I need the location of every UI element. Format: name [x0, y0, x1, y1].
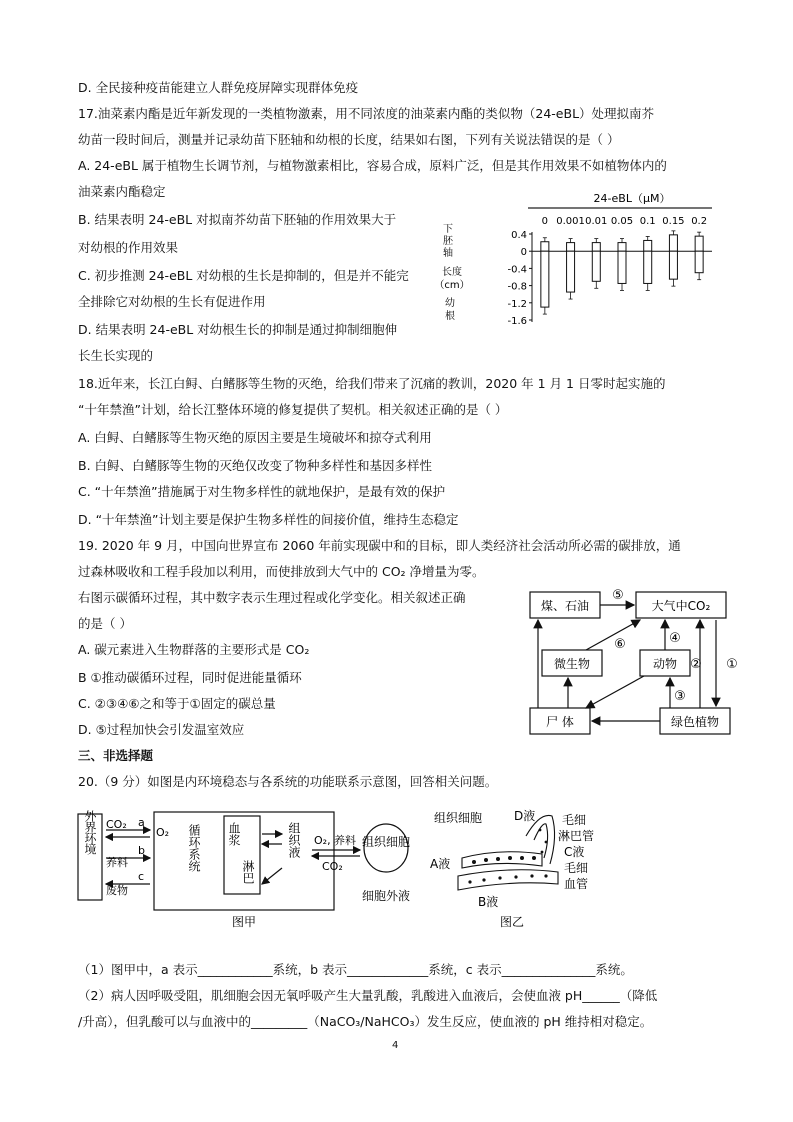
- ecf-label: 细胞外液: [361, 889, 411, 903]
- root-bar: [541, 251, 549, 307]
- plant-label: 绿色植物: [670, 715, 720, 729]
- tissue-cell-label: 组织细胞: [361, 835, 411, 849]
- hypocotyl-bar: [541, 242, 549, 251]
- process-2: ②: [690, 657, 702, 672]
- hypocotyl-bar: [669, 235, 677, 251]
- chart-y-tick-label: -0.8: [507, 281, 527, 293]
- q17-stem-line2: 幼苗一段时间后，测量并记录幼苗下胚轴和幼根的长度，结果如右图，下列有关说法错误的是（ ）: [78, 132, 620, 147]
- q17-option-c-line1: C. 初步推测 24-eBL 对幼根的生长是抑制的，但是并不能完: [78, 268, 409, 283]
- q18-stem-line2: “十年禁渔”计划，给长江整体环境的修复提供了契机。相关叙述正确的是（ ）: [78, 402, 508, 417]
- q19-option-b: B ①推动碳循环过程，同时促进能量循环: [78, 670, 302, 685]
- figure-b-caption: 图乙: [500, 915, 525, 929]
- chart-y-tick-label: 0: [520, 247, 527, 259]
- chart-x-tick-label: 0.01: [585, 216, 608, 227]
- chart-x-tick-label: 0.15: [662, 216, 685, 227]
- microbe-label: 微生物: [553, 657, 591, 671]
- q19-stem-line1: 19. 2020 年 9 月，中国向世界宣布 2060 年前实现碳中和的目标，即人类经济社会活动所必需的碳排放，通: [78, 538, 681, 553]
- carbon-cycle-diagram: [520, 584, 750, 740]
- nutrient-label: 养料: [106, 856, 128, 869]
- q17-option-a-line2: 油菜素内酯稳定: [78, 184, 166, 199]
- blood-capillary-label-2: 血管: [564, 877, 589, 891]
- q19-option-a: A. 碳元素进入生物群落的主要形式是 CO₂: [78, 642, 310, 657]
- hypocotyl-bar: [695, 236, 703, 251]
- root-bar: [567, 251, 575, 292]
- section-three-title: 三、非选择题: [78, 748, 154, 763]
- plasma-label: 血浆: [227, 822, 241, 846]
- q17-option-a-line1: A. 24-eBL 属于植物生长调节剂，与植物激素相比，容易合成，原料广泛，但是其作用效果不如植物体内的: [78, 158, 667, 173]
- q19-stem-line2: 过森林吸收和工程手段加以利用，而使排放到大气中的 CO₂ 净增量为零。: [78, 564, 485, 579]
- chart-y-tick-label: 0.4: [511, 230, 527, 241]
- process-3: ③: [674, 689, 686, 704]
- q17-stem-line1: 17.油菜素内酯是近年新发现的一类植物激素，用不同浓度的油菜素内酯的类似物（24-eBL）处理拟南芥: [78, 106, 655, 121]
- q18-option-c: C. “十年禁渔”措施属于对生物多样性的就地保护，是最有效的保护: [78, 484, 446, 499]
- chart-ylabel-1: 长度: [442, 267, 462, 278]
- q20-sub2-line2: /升高），但乳酸可以与血液中的_________（NaCO₃/NaHCO₃）发生反应，使血液的 pH 维持相对稳定。: [78, 1014, 653, 1029]
- liquid-c-label: C液: [564, 845, 585, 859]
- liquid-d-label: D液: [514, 809, 536, 823]
- q18-option-b: B. 白鲟、白鳍豚等生物的灭绝仅改变了物种多样性和基因多样性: [78, 458, 433, 473]
- arrow-a-label: a: [138, 816, 145, 829]
- chart-y-tick-label: -1.2: [507, 298, 527, 310]
- co2-label: 大气中CO₂: [651, 599, 711, 613]
- root-label: 幼根: [445, 298, 455, 322]
- q17-option-c-line2: 全排除它对幼根的生长有促进作用: [78, 294, 266, 309]
- cell-layer: [462, 852, 542, 868]
- q19-option-c: C. ②③④⑥之和等于①固定的碳总量: [78, 696, 276, 711]
- chart-ylabel-2: （cm）: [434, 280, 470, 291]
- animal-label: 动物: [652, 657, 678, 671]
- q20-sub1: （1）图甲中，a 表示____________系统，b 表示_____________系统，c 表示_______________系统。: [78, 962, 633, 977]
- figure-a-diagram: [76, 806, 424, 930]
- process-1: ①: [726, 657, 738, 672]
- q20-sub2-line1: （2）病人因呼吸受阻，肌细胞会因无氧呼吸产生大量乳酸，乳酸进入血液后，会使血液 pH______（降低: [78, 988, 658, 1003]
- process-5: ⑤: [612, 588, 624, 603]
- co2-out-label: CO₂: [322, 860, 343, 873]
- blood-capillary-label-1: 毛细: [564, 861, 589, 875]
- process-4: ④: [669, 631, 681, 646]
- root-bar: [644, 251, 652, 283]
- hypocotyl-bar: [567, 243, 575, 252]
- figure-a-caption: 图甲: [231, 915, 257, 929]
- chart-x-tick-label: 0.1: [639, 216, 656, 227]
- corpse-label: 尸 体: [546, 715, 574, 729]
- waste-label: 废物: [106, 884, 128, 897]
- q19-stem-line4: 的是（ ）: [78, 616, 132, 631]
- blood-capillary-wall: [458, 870, 558, 890]
- figure-b-diagram: [430, 806, 606, 930]
- q17-option-b-line1: B. 结果表明 24-eBL 对拟南芥幼苗下胚轴的作用效果大于: [78, 212, 397, 227]
- q17-option-d-line2: 长生长实现的: [78, 348, 154, 363]
- q18-option-d: D. “十年禁渔”计划主要是保护生物多样性的间接价值，维持生态稳定: [78, 512, 459, 527]
- circulation-system-label: 循环系统: [187, 824, 201, 872]
- liquid-b-label: B液: [478, 895, 499, 909]
- q18-stem-line1: 18.近年来，长江白鲟、白鳍豚等生物的灭绝，给我们带来了沉痛的教训，2020 年 1 月 1 日零时起实施的: [78, 376, 666, 391]
- root-bar: [695, 251, 703, 273]
- hypocotyl-bar: [592, 243, 600, 252]
- root-bar: [592, 251, 600, 281]
- arrow-c-label: c: [138, 870, 145, 883]
- chart-x-tick-label: 0.2: [691, 216, 708, 227]
- chart-x-tick-label: 0.05: [610, 216, 634, 227]
- hypocotyl-label: 下胚轴: [443, 224, 453, 259]
- outside-env-label: 外界环境: [83, 810, 97, 854]
- lymph-capillary-label-1: 毛细: [562, 813, 587, 827]
- hypocotyl-bar: [644, 240, 652, 251]
- q19-option-d: D. ⑤过程加快会引发温室效应: [78, 722, 245, 737]
- co2-in-label: CO₂: [106, 818, 127, 831]
- q19-stem-line3: 右图示碳循环过程，其中数字表示生理过程或化学变化。相关叙述正确: [78, 590, 466, 605]
- coal-label: 煤、石油: [540, 599, 590, 613]
- o2-nutrient-label: O₂, 养料: [314, 834, 357, 847]
- arrow-b-label: b: [138, 844, 145, 857]
- tissue-fluid-label: 组织液: [287, 822, 301, 858]
- lymph-capillary-label-2: 淋巴管: [558, 829, 595, 843]
- chart-y-tick-label: -0.4: [507, 264, 527, 276]
- q16-option-d: D. 全民接种疫苗能建立人群免疫屏障实现群体免疫: [78, 80, 359, 95]
- o2-label: O₂: [156, 826, 170, 839]
- tissue-cell-label-b: 组织细胞: [434, 811, 483, 825]
- chart-x-tick-label: 0.001: [556, 216, 585, 227]
- q18-option-a: A. 白鲟、白鳍豚等生物灭绝的原因主要是生境破坏和掠夺式利用: [78, 430, 432, 445]
- process-6: ⑥: [614, 637, 626, 652]
- chart-title: 24-eBL（μM）: [593, 192, 671, 205]
- page-number: 4: [392, 1040, 399, 1051]
- q17-option-d-line1: D. 结果表明 24-eBL 对幼根生长的抑制是通过抑制细胞伸: [78, 322, 398, 337]
- q17-option-b-line2: 对幼根的作用效果: [78, 240, 179, 255]
- root-bar: [669, 251, 677, 279]
- lymph-label: 淋巴: [241, 860, 255, 884]
- chart-y-tick-label: -1.6: [507, 316, 527, 327]
- root-bar: [618, 251, 626, 283]
- liquid-a-label: A液: [430, 857, 451, 871]
- chart-x-tick-label: 0: [541, 216, 549, 227]
- q17-bar-chart: [434, 188, 730, 338]
- q20-stem: 20.（9 分）如图是内环境稳态与各系统的功能联系示意图，回答相关问题。: [78, 774, 498, 789]
- hypocotyl-bar: [618, 243, 626, 252]
